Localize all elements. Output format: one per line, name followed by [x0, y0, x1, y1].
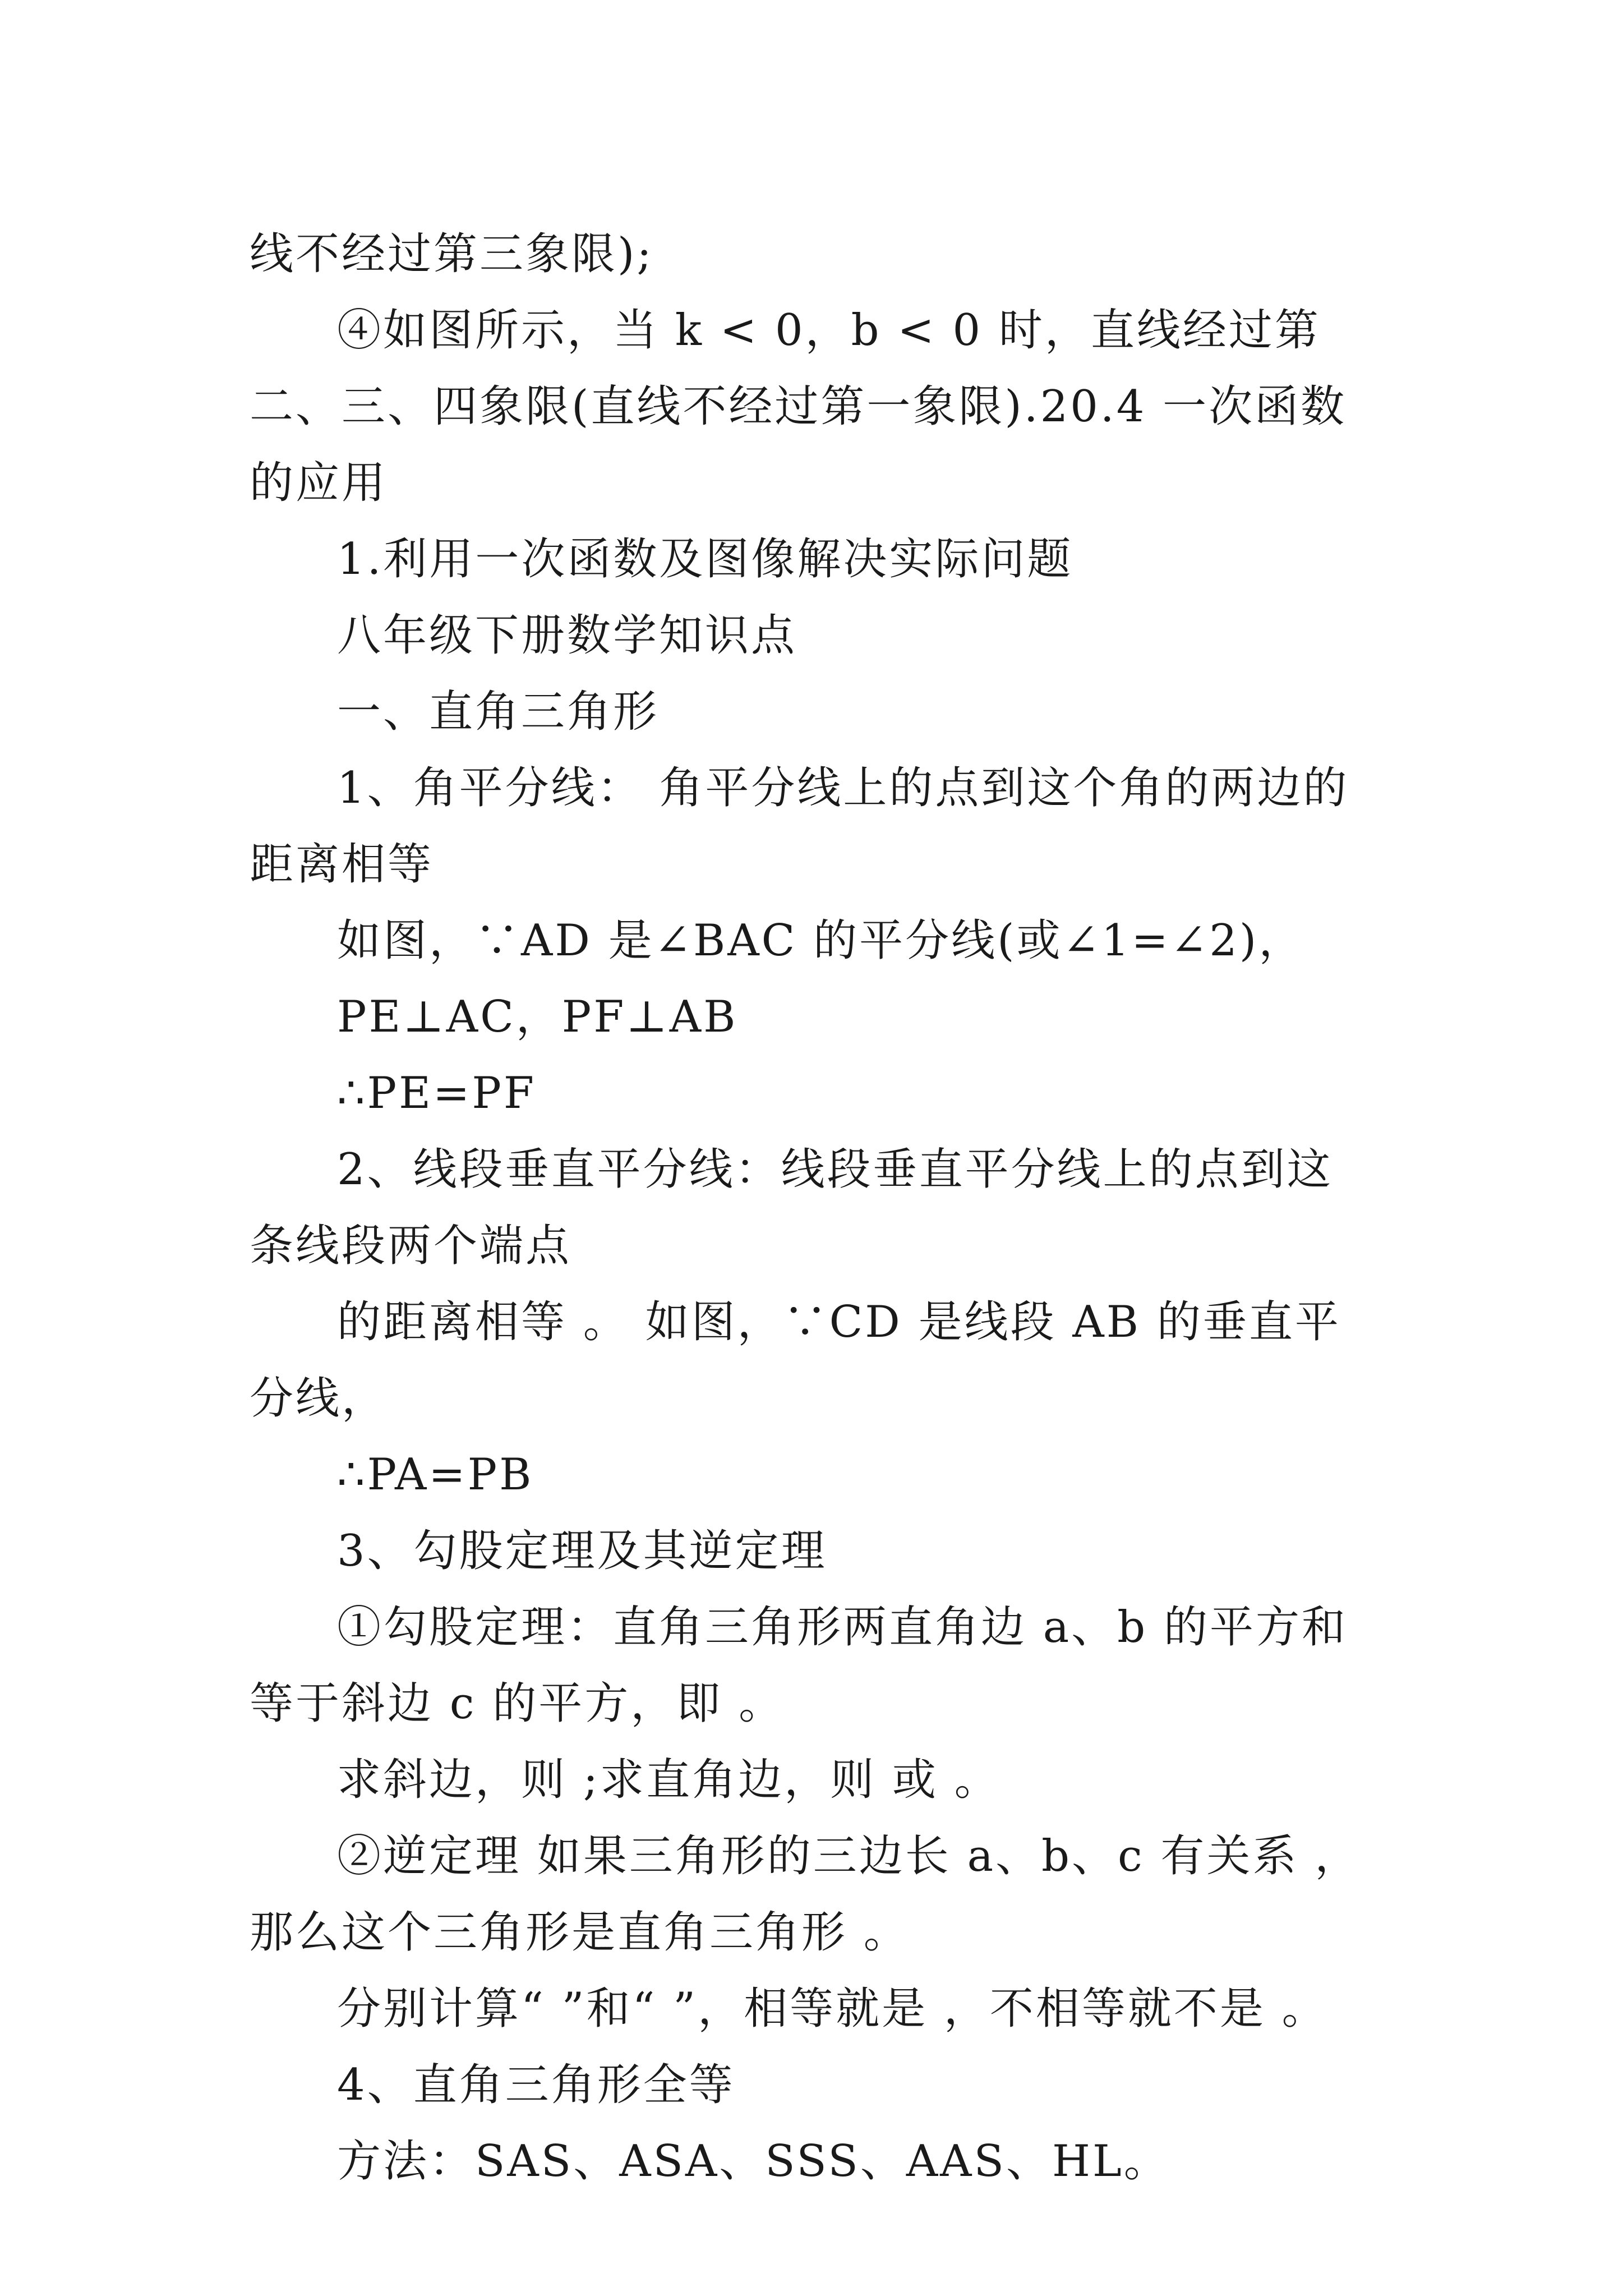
paragraph-3: 1.利用一次函数及图像解决实际问题 — [337, 534, 1073, 585]
paragraph-12: ∴PA=PB — [337, 1450, 534, 1500]
paragraph-18: 4、直角三角形全等 — [337, 2060, 735, 2110]
paragraph-1: 线不经过第三象限); — [250, 229, 654, 279]
paragraph-14: ①勾股定理：直角三角形两直角边 a、b 的平方和等于斜边 c 的平方，即 。 — [250, 1602, 1348, 1729]
paragraph-9: ∴PE=PF — [337, 1068, 537, 1119]
paragraph-8: PE⊥AC，PF⊥AB — [337, 992, 738, 1042]
paragraph-6: 1、角平分线： 角平分线上的点到这个角的两边的距离相等 — [250, 763, 1349, 890]
paragraph-10: 2、线段垂直平分线：线段垂直平分线上的点到这条线段两个端点 — [250, 1144, 1333, 1271]
paragraph-2: ④如图所示，当 k < 0，b < 0 时，直线经过第二、三、四象限(直线不经过第一象限).20.4 一次函数的应用 — [250, 305, 1347, 508]
paragraph-5: 一、直角三角形 — [337, 687, 660, 737]
paragraph-13: 3、勾股定理及其逆定理 — [337, 1526, 827, 1576]
paragraph-19: 方法：SAS、ASA、SSS、AAS、HL。 — [337, 2136, 1170, 2187]
text-column — [250, 216, 1377, 2200]
paragraph-7: 如图，∵AD 是∠BAC 的平分线(或∠1=∠2)， — [337, 915, 1305, 966]
paragraph-11: 的距离相等 。 如图，∵CD 是线段 AB 的垂直平分线， — [250, 1297, 1341, 1424]
paragraph-4: 八年级下册数学知识点 — [337, 610, 797, 661]
paragraph-16: ②逆定理 如果三角形的三边长 a、b、c 有关系 ，那么这个三角形是直角三角形 。 — [250, 1831, 1361, 1958]
paragraph-17: 分别计算“ ”和“ ”，相等就是 ，不相等就不是 。 — [337, 1984, 1328, 2034]
paragraph-15: 求斜边，则 ;求直角边，则 或 。 — [337, 1755, 1000, 1805]
